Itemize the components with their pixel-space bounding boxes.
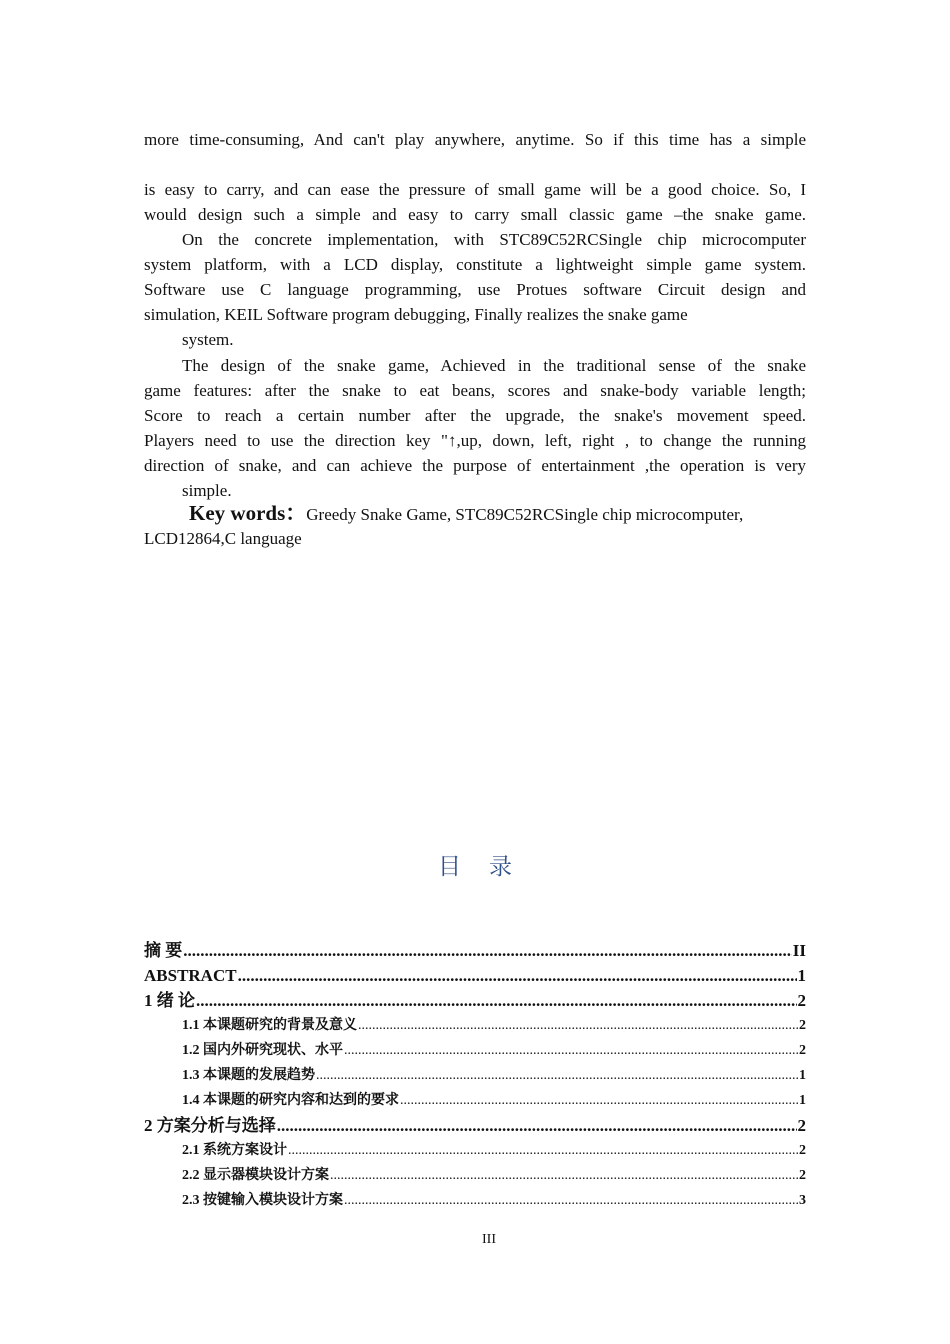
toc-entry[interactable] — [144, 1114, 806, 1138]
toc-entry-label: 1.4 本课题的研究内容和达到的要求 — [182, 1093, 399, 1108]
toc-leader-dots — [400, 1089, 798, 1113]
toc-entry-page: 1 — [799, 1068, 806, 1083]
abstract-line-3: would design such a simple and easy to carry small classic game –the snake game. — [144, 205, 806, 224]
toc-entry[interactable] — [182, 1089, 806, 1113]
toc-entry-page: 2 — [797, 1116, 806, 1135]
abstract-line-11: Score to reach a certain number after the upgrade, the snake's movement speed. — [144, 406, 806, 425]
abstract-line-12: Players need to use the direction key "↑,up, down, left, right , to change the running — [144, 431, 806, 450]
abstract-line-10: game features: after the snake to eat beans, scores and snake-body variable length; — [144, 381, 806, 400]
toc-entry-page: 3 — [799, 1193, 806, 1208]
toc-entry-page: 2 — [799, 1018, 806, 1033]
toc-leader-dots — [196, 989, 797, 1013]
toc-leader-dots — [238, 964, 797, 988]
toc-entry-label: 2.3 按键输入模块设计方案 — [182, 1193, 343, 1208]
toc-entry-page: 1 — [797, 966, 806, 985]
toc-entry-page: 1 — [799, 1093, 806, 1108]
toc-entry[interactable] — [182, 1189, 806, 1213]
toc-entry-label: 1.2 国内外研究现状、水平 — [182, 1043, 343, 1058]
abstract-line-5: system platform, with a LCD display, constitute a lightweight simple game system. — [144, 255, 806, 274]
toc-entry-page: 2 — [797, 991, 806, 1010]
toc-entry[interactable] — [182, 1064, 806, 1088]
toc-entry[interactable] — [182, 1039, 806, 1063]
toc-leader-dots — [183, 939, 792, 963]
toc-leader-dots — [277, 1114, 797, 1138]
toc-entry[interactable] — [182, 1139, 806, 1163]
toc-entry-label: 2.2 显示器模块设计方案 — [182, 1168, 329, 1183]
abstract-line-7: simulation, KEIL Software program debugging, Finally realizes the snake game — [144, 305, 688, 324]
toc-entry[interactable] — [144, 989, 806, 1013]
keywords-line-2: LCD12864,C language — [144, 529, 302, 548]
abstract-line-1: more time-consuming, And can't play anywhere, anytime. So if this time has a simple — [144, 130, 806, 149]
toc-leader-dots — [344, 1039, 798, 1063]
abstract-line-2: is easy to carry, and can ease the pressure of small game will be a good choice. So, I — [144, 180, 806, 199]
toc-entry-label: 2.1 系统方案设计 — [182, 1143, 287, 1158]
toc-entry-label: 1.1 本课题研究的背景及意义 — [182, 1018, 357, 1033]
abstract-line-4: On the concrete implementation, with STC89C52RCSingle chip microcomputer — [182, 230, 806, 249]
abstract-line-9: The design of the snake game, Achieved in the traditional sense of the snake — [182, 356, 806, 375]
toc-leader-dots — [316, 1064, 798, 1088]
abstract-line-14: simple. — [182, 481, 232, 500]
toc-entry-label: 2 方案分析与选择 — [144, 1116, 276, 1135]
abstract-line-13: direction of snake, and can achieve the purpose of entertainment ,the operation is very — [144, 456, 806, 475]
toc-entry-page: 2 — [799, 1043, 806, 1058]
keywords-line — [189, 501, 806, 527]
toc-entry-page: 2 — [799, 1168, 806, 1183]
toc-leader-dots — [288, 1139, 798, 1163]
toc-entry-page: II — [792, 941, 806, 960]
keywords-text: Greedy Snake Game, STC89C52RCSingle chip microcomputer, — [306, 505, 744, 524]
toc-entry-label: 1 绪 论 — [144, 991, 195, 1010]
toc-entry-label: 摘 要 — [144, 941, 183, 960]
page-number: III — [482, 1232, 496, 1247]
abstract-line-8: system. — [182, 330, 234, 349]
toc-entry[interactable] — [144, 964, 806, 988]
toc-entry-label: 1.3 本课题的发展趋势 — [182, 1068, 315, 1083]
toc-entry-page: 2 — [799, 1143, 806, 1158]
toc-entry[interactable] — [182, 1014, 806, 1038]
keywords-label: Key words： — [189, 501, 307, 525]
toc-leader-dots — [344, 1189, 798, 1213]
toc-entry[interactable] — [182, 1164, 806, 1188]
toc-entry[interactable] — [144, 939, 806, 963]
toc-leader-dots — [358, 1014, 798, 1038]
toc-title: 目录 — [438, 854, 540, 880]
toc-entry-label: ABSTRACT — [144, 966, 237, 985]
toc-leader-dots — [330, 1164, 798, 1188]
abstract-line-6: Software use C language programming, use Protues software Circuit design and — [144, 280, 806, 299]
